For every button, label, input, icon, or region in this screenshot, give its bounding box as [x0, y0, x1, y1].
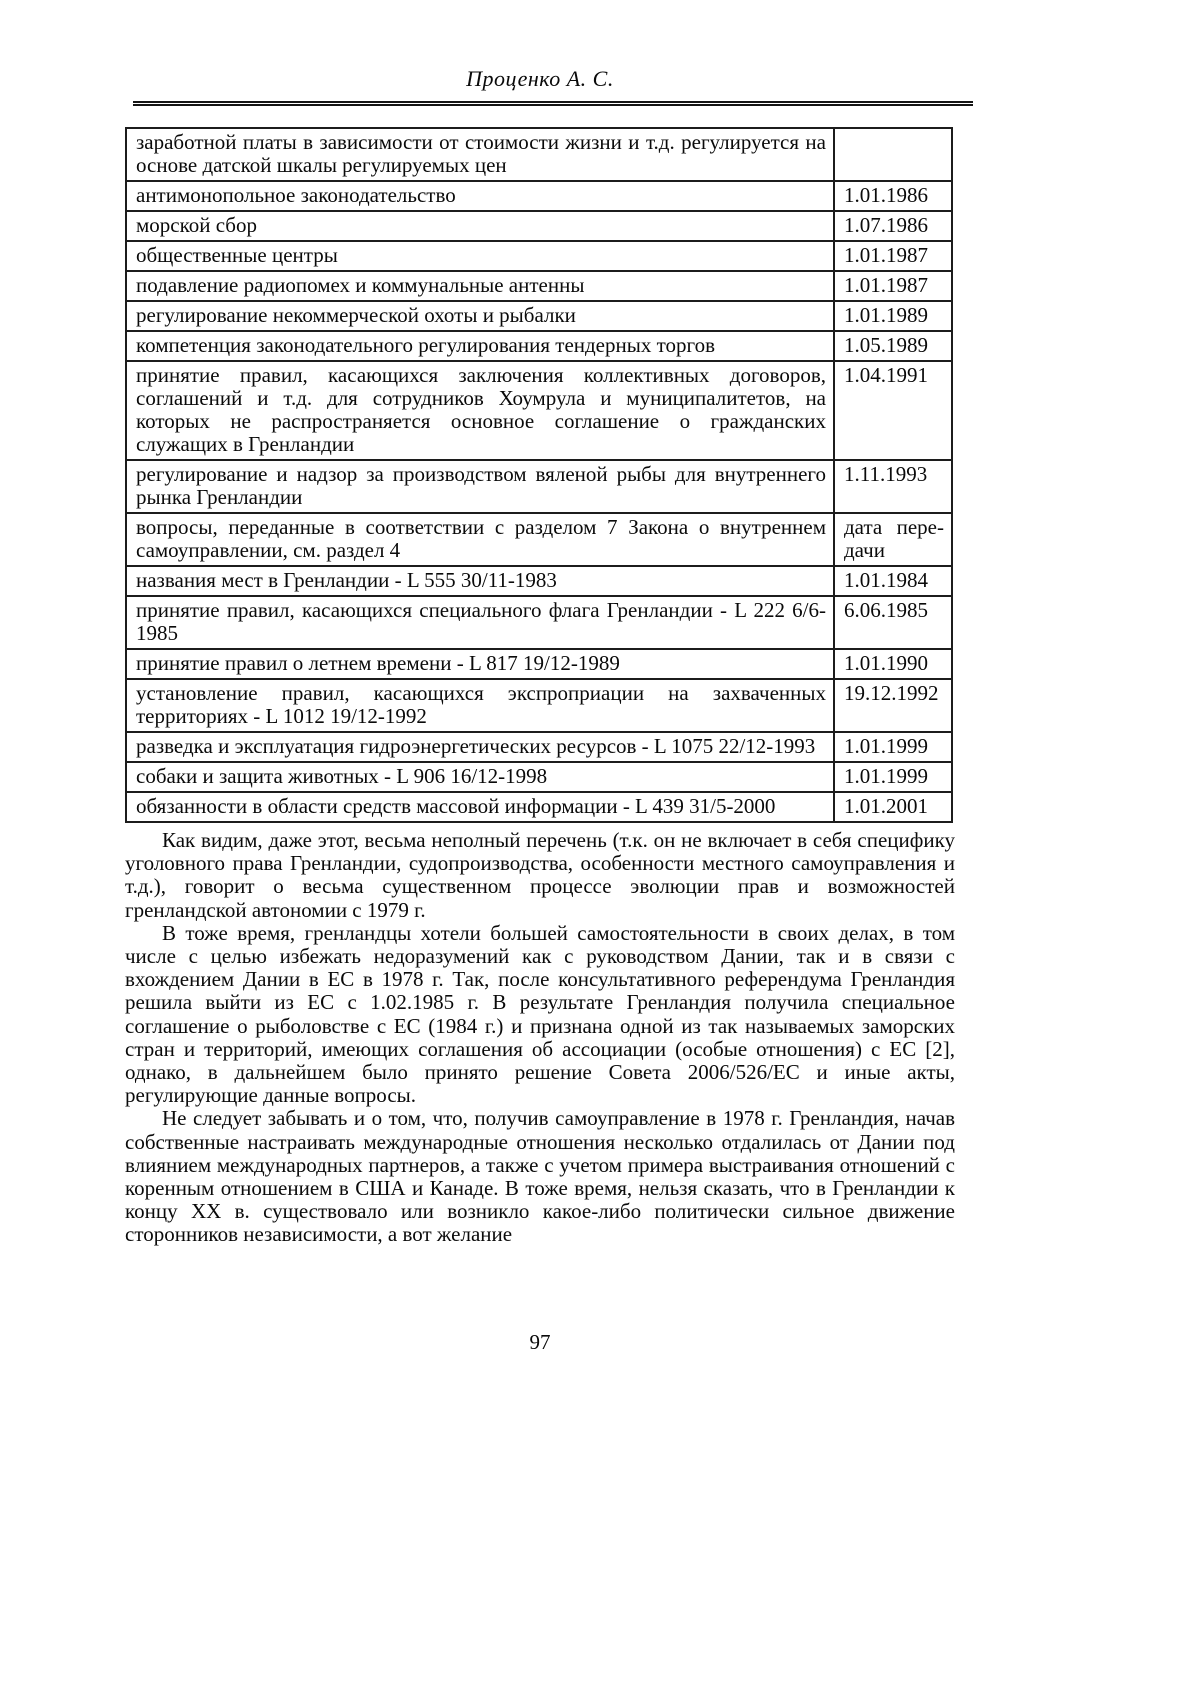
- table-row: [126, 762, 952, 792]
- date-cell: 1.07.1986: [834, 211, 952, 241]
- body-paragraphs: [125, 829, 955, 1247]
- paragraph: Не следует забывать и о том, что, получив самоуправление в 1978 г. Гренландия, начав собственные настраивать международные отношения несколько отдалилась от Дании под влиянием международных партнеров, а также с учетом примера выстраивания отношений с коренным отношением в США и Канаде. В тоже время, нельзя сказать, что в Гренландии к концу XX в. существовало или возникло какое-либо политически сильное движение сторонников независимости, а вот желание: [125, 1106, 955, 1247]
- topic-cell: заработной платы в зависимости от стоимости жизни и т.д. регулируется на основе датской шкалы регулируемых цен: [126, 128, 834, 181]
- topic-cell: названия мест в Гренландии - L 555 30/11-1983: [126, 566, 834, 596]
- table-row: [126, 301, 952, 331]
- topic-cell: регулирование некоммерческой охоты и рыбалки: [126, 301, 834, 331]
- date-cell: 6.06.1985: [834, 596, 952, 649]
- table-row: [126, 361, 952, 460]
- table-row: [126, 649, 952, 679]
- date-cell: 1.01.1999: [834, 732, 952, 762]
- date-cell: 1.01.1989: [834, 301, 952, 331]
- table-row: [126, 679, 952, 732]
- topic-cell: разведка и эксплуатация гидроэнергетических ресурсов - L 1075 22/12-1993: [126, 732, 834, 762]
- table-row: [126, 181, 952, 211]
- table-row: [126, 732, 952, 762]
- topic-cell: регулирование и надзор за производством вяленой рыбы для внутреннего рынка Гренландии: [126, 460, 834, 513]
- date-cell: 1.01.1984: [834, 566, 952, 596]
- paragraph: В тоже время, гренландцы хотели большей самостоятельности в своих делах, в том числе с целью избежать недоразумений как с руководством Дании, так и в связи с вхождением Дании в ЕС в 1978 г. Так, после консультативного референдума Гренландия решила выйти из ЕС с 1.02.1985 г. В результате Гренландия получила специальное соглашение о рыболовстве с ЕС (1984 г.) и признана одной из так называемых заморских стран и территорий, имеющих соглашения об ассоциации (особые отношения) с ЕС [2], однако, в дальнейшем было принято решение Совета 2006/526/ЕС и иные акты, регулирующие данные вопросы.: [125, 920, 955, 1108]
- topic-cell: собаки и защита животных - L 906 16/12-1998: [126, 762, 834, 792]
- topic-cell: обязанности в области средств массовой информации - L 439 31/5-2000: [126, 792, 834, 822]
- date-cell: дата пере-дачи: [834, 513, 952, 566]
- date-cell: 1.01.1999: [834, 762, 952, 792]
- date-cell: 1.01.1987: [834, 271, 952, 301]
- date-cell: 1.01.1986: [834, 181, 952, 211]
- page-content: [125, 66, 955, 1247]
- header-rule: [133, 101, 973, 106]
- transfer-areas-table: [125, 127, 953, 823]
- topic-cell: подавление радиопомех и коммунальные антенны: [126, 271, 834, 301]
- page-number: 97: [529, 1330, 551, 1354]
- table-row: [126, 596, 952, 649]
- table-row: [126, 566, 952, 596]
- running-header-author: Проценко А. С.: [466, 66, 614, 91]
- topic-cell: установление правил, касающихся экспроприации на захваченных территориях - L 1012 19/12-1992: [126, 679, 834, 732]
- transfer-table-body: [126, 128, 952, 822]
- date-cell: 1.05.1989: [834, 331, 952, 361]
- date-cell: 1.01.1987: [834, 241, 952, 271]
- date-cell: 1.04.1991: [834, 361, 952, 460]
- topic-cell: морской сбор: [126, 211, 834, 241]
- topic-cell: принятие правил, касающихся специального флага Гренландии - L 222 6/6-1985: [126, 596, 834, 649]
- topic-cell: антимонопольное законодательство: [126, 181, 834, 211]
- topic-cell: компетенция законодательного регулирования тендерных торгов: [126, 331, 834, 361]
- table-row: [126, 792, 952, 822]
- paragraph: Как видим, даже этот, весьма неполный перечень (т.к. он не включает в себя специфику уголовного права Гренландии, судопроизводства, особенности местного самоуправления и т.д.), говорит о весьма существенном процессе эволюции прав и возможностей гренландской автономии с 1979 г.: [125, 828, 955, 922]
- table-row: [126, 128, 952, 181]
- date-cell: [834, 128, 952, 181]
- table-row: [126, 271, 952, 301]
- table-row: [126, 513, 952, 566]
- table-row: [126, 211, 952, 241]
- topic-cell: вопросы, переданные в соответствии с разделом 7 Закона о внутреннем самоуправлении, см. раздел 4: [126, 513, 834, 566]
- table-row: [126, 331, 952, 361]
- topic-cell: общественные центры: [126, 241, 834, 271]
- table-row: [126, 241, 952, 271]
- date-cell: 19.12.1992: [834, 679, 952, 732]
- date-cell: 1.11.1993: [834, 460, 952, 513]
- date-cell: 1.01.2001: [834, 792, 952, 822]
- table-row: [126, 460, 952, 513]
- topic-cell: принятие правил о летнем времени - L 817 19/12-1989: [126, 649, 834, 679]
- topic-cell: принятие правил, касающихся заключения коллективных договоров, соглашений и т.д. для сотрудников Хоумрула и муниципалитетов, на которых не распространяется основное соглашение о гражданских служащих в Гренландии: [126, 361, 834, 460]
- date-cell: 1.01.1990: [834, 649, 952, 679]
